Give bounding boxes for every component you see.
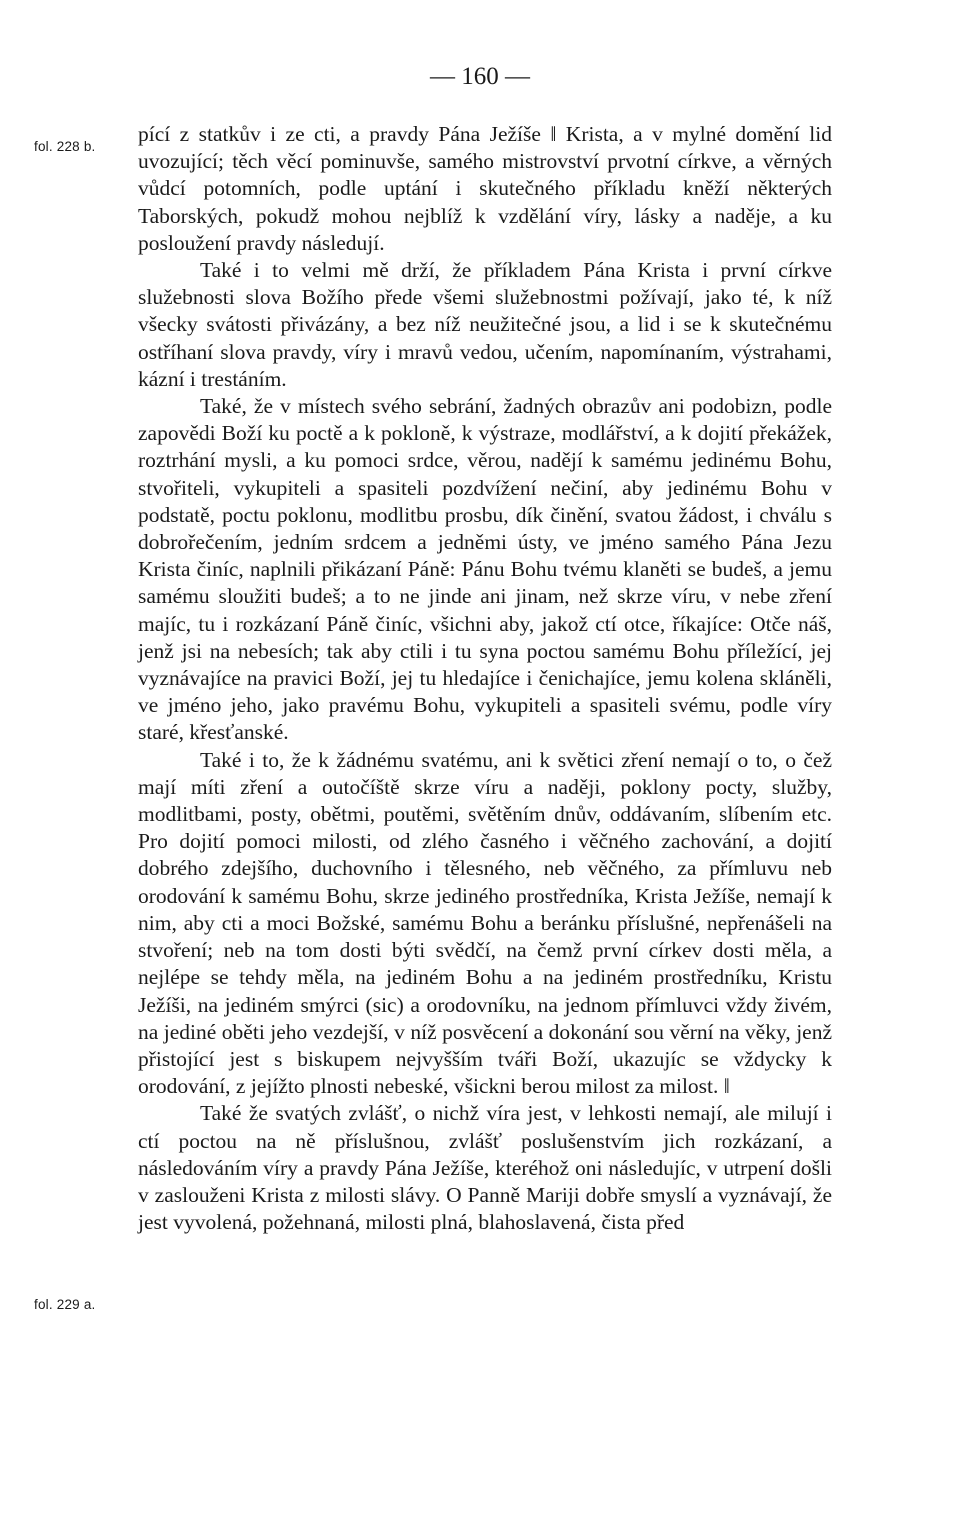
paragraph-word-ministry: Také i to velmi mě drží, že příkladem Pána Krista i první církve služebnosti slova Božího přede všemi služebnostmi požívají, jako té, k níž všecky svátosti přivázány, a bez níž neužitečné jsou, a lid i se k skutečnému ostříhaní slova pravdy, víry i mravů vedou, učením, napomínaním, výstrahami, kázní i trestáním. — [138, 258, 832, 391]
paragraph-continuation: pící z statkův i ze cti, a pravdy Pána Ježíše ‖ Krista, a v mylné domění lid uvozující; těch věcí pominuvše, samého mistrovství prvotní církve, a věrných vůdcí potomních, podle uptání i skutečného příkladu kněží některých Taborských, pokudž mohou nejblíž k vzdělání víry, lásky a naděje, a ku posloužení pravdy následují. — [138, 122, 832, 255]
page-number: — 160 — — [430, 63, 530, 90]
paragraph-images: Také, že v místech svého sebrání, žadných obrazův ani podobizn, podle zapovědi Boží ku poctě a k pokloně, k výstraze, modlářství, a k dojití překážek, roztrhání mysli, a ku pomoci srdce, věrou, nadějí k samému jedinému Bohu, stvořiteli, vykupiteli a spasiteli pozdvížení nečiní, aby jedinému Bohu v podstatě, poctu poklonu, modlitbu prosbu, dík činění, svatou žádost, i chválu s dobrořečením, jedním srdcem a jedněmi ústy, ve jméno samého Pána Jezu Krista činíc, naplnili přikázaní Páně: Pánu Bohu tvému klaněti se budeš, a jemu samému sloužiti budeš; a to ne jinde ani jinam, než skrze víru, v nebe zření majíc, tu i rozkázaní Páně činíc, všichni aby, jakož ctí otce, říkajíce: Otče náš, jenž jsi na nebesích; tak aby ctili i tu syna poctou samému Bohu příležící, jej vyznávajíce na pravici Boží, jej tu hledajíce i čenichajíce, jemu kolena skláněli, ve jméno jeho, jako pravému Bohu, vykupiteli a spasiteli svému, podle víry staré, křesťanské. — [138, 394, 832, 745]
paragraph-saints-intercession: Také i to, že k žádnému svatému, ani k světici zření nemají o to, o čež mají míti zření a outočíště skrze víru a naději, poklony pocty, služby, modlitbami, posty, obětmi, poutěmi, světěním dnův, oddávaním, slíbením etc. Pro dojití pomoci milosti, od zlého časného i věčného zachování, a dojití dobrého zdejšího, duchovního i tělesného, neb věčného, za přímluvu neb orodování k samému Bohu, skrze jediného prostředníka, Krista Ježíše, nemají k nim, aby cti a moci Božské, samému Bohu a beránku příslušné, nepřenášeli na stvoření; neb na tom dosti býti svědčí, na čemž první církev dosti měla, a nejlépe se tehdy měla, na jediném Bohu a na jediném prostředníku, Kristu Ježíši, na jediném smýrci (sic) a orodovníku, na jednom přímluvci vždy živém, na jediné oběti jeho vezdejší, v níž posvěcení a dokonání sou věrní na věky, jenž přistojící jest s biskupem nejvyšším tváři Boží, ukazujíc se vždycky k orodování, z jejížto plnosti nebeské, všickni berou milost za milost. ‖ — [138, 747, 832, 1099]
margin-note-folio-228b: fol. 228 b. — [34, 139, 96, 154]
body-text — [138, 121, 832, 1236]
margin-note-folio-229a: fol. 229 a. — [34, 1297, 96, 1312]
paragraph-saints-veneration: Také že svatých zvlášť, o nichž víra jest, v lehkosti nemají, ale milují i ctí poctou na ně příslušnou, zvlášť poslušenstvím jich rozkázaní, a následováním víry a pravdy Pána Ježíše, kteréhož oni následujíc, v utrpení došli v zaslouženi Krista z milosti slávy. O Panně Mariji dobře smyslí a vyznávají, že jest vyvolená, požehnaná, milosti plná, blahoslavená, čista před — [138, 1101, 832, 1235]
